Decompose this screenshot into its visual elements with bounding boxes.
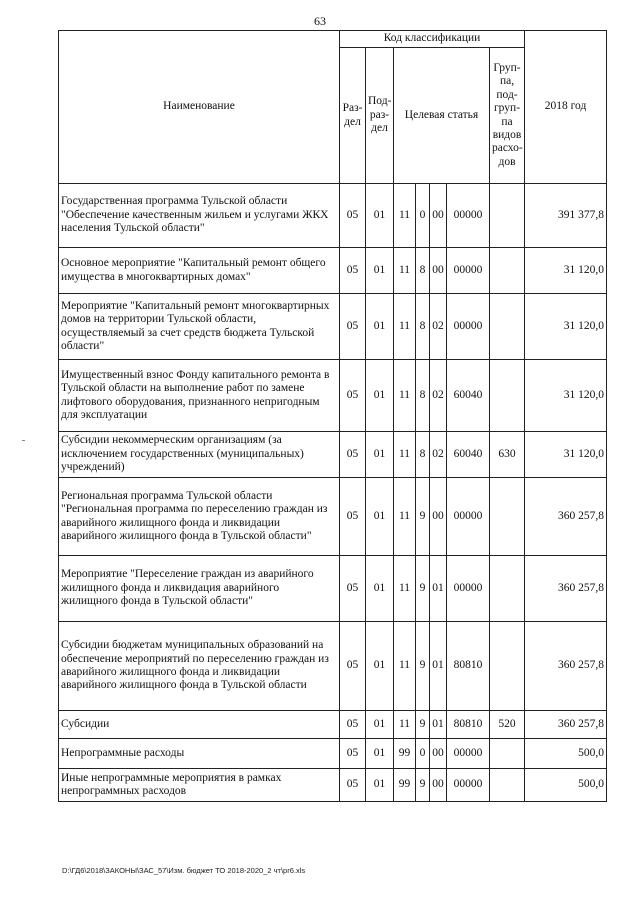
cell-target-program: 11 xyxy=(394,478,416,556)
cell-amount-2018: 360 257,8 xyxy=(525,711,607,739)
cell-target-direction: 00000 xyxy=(447,556,490,622)
cell-amount-2018: 360 257,8 xyxy=(525,478,607,556)
cell-amount-2018: 31 120,0 xyxy=(525,294,607,360)
row-name: Имущественный взнос Фонду капитального ремонта в Тульской области на выполнение работ по замене лифтового оборудования, признанного непригодным для эксплуатации xyxy=(59,360,340,432)
cell-expense-group xyxy=(490,184,525,248)
cell-target-program: 11 xyxy=(394,556,416,622)
cell-subsection: 01 xyxy=(366,556,394,622)
row-name: Субсидии некоммерческим организациям (за исключением государственных (муниципальных) учреждений) xyxy=(59,432,340,478)
header-name: Наименование xyxy=(59,31,340,184)
cell-target-program: 11 xyxy=(394,360,416,432)
cell-subsection: 01 xyxy=(366,711,394,739)
row-name: Непрограммные расходы xyxy=(59,739,340,769)
cell-target-direction: 60040 xyxy=(447,432,490,478)
cell-section: 05 xyxy=(340,622,366,711)
row-name: Иные непрограммные мероприятия в рамках непрограммных расходов xyxy=(59,769,340,802)
cell-subsection: 01 xyxy=(366,432,394,478)
row-name: Мероприятие "Капитальный ремонт многоквартирных домов на территории Тульской области, осуществляемый за счет средств бюджета Тульской области" xyxy=(59,294,340,360)
cell-target-direction: 00000 xyxy=(447,294,490,360)
cell-section: 05 xyxy=(340,769,366,802)
budget-table xyxy=(58,30,607,802)
cell-expense-group xyxy=(490,769,525,802)
table-row xyxy=(59,478,607,556)
table-row xyxy=(59,556,607,622)
row-name: Мероприятие "Переселение граждан из аварийного жилищного фонда и ликвидация аварийного жилищного фонда в Тульской области" xyxy=(59,556,340,622)
cell-target-program: 11 xyxy=(394,184,416,248)
cell-target-event: 00 xyxy=(430,769,447,802)
header-target-article: Целевая статья xyxy=(394,48,490,184)
row-name: Субсидии бюджетам муниципальных образований на обеспечение мероприятий по переселению граждан из аварийного жилищного фонда и ликвидации аварийного жилищного фонда в Тульской области xyxy=(59,622,340,711)
header-section: Раз-дел xyxy=(340,48,366,184)
cell-expense-group: 630 xyxy=(490,432,525,478)
cell-target-direction: 00000 xyxy=(447,478,490,556)
table-row xyxy=(59,432,607,478)
cell-target-program: 11 xyxy=(394,432,416,478)
header-group: Груп-па, под-груп-па видов расхо-дов xyxy=(490,48,525,184)
row-name: Государственная программа Тульской области "Обеспечение качественным жильем и услугами ЖКХ населения Тульской области" xyxy=(59,184,340,248)
cell-section: 05 xyxy=(340,739,366,769)
cell-amount-2018: 360 257,8 xyxy=(525,622,607,711)
cell-expense-group xyxy=(490,294,525,360)
cell-subsection: 01 xyxy=(366,478,394,556)
cell-expense-group xyxy=(490,360,525,432)
cell-amount-2018: 391 377,8 xyxy=(525,184,607,248)
cell-expense-group xyxy=(490,739,525,769)
cell-target-program: 11 xyxy=(394,294,416,360)
cell-target-subprogram: 8 xyxy=(416,432,430,478)
cell-target-event: 00 xyxy=(430,478,447,556)
cell-subsection: 01 xyxy=(366,622,394,711)
cell-target-subprogram: 8 xyxy=(416,294,430,360)
cell-target-direction: 00000 xyxy=(447,769,490,802)
cell-target-subprogram: 9 xyxy=(416,769,430,802)
cell-subsection: 01 xyxy=(366,769,394,802)
header-subsection: Под-раз-дел xyxy=(366,48,394,184)
header-row xyxy=(59,31,607,48)
cell-amount-2018: 360 257,8 xyxy=(525,556,607,622)
cell-target-program: 11 xyxy=(394,711,416,739)
file-path-footer: D:\ГД6\2018\ЗАКОНЫ\ЗАС_57\Изм. бюджет ТО 2018-2020_2 чт\pr6.xls xyxy=(62,866,306,875)
cell-subsection: 01 xyxy=(366,739,394,769)
cell-target-event: 01 xyxy=(430,556,447,622)
cell-subsection: 01 xyxy=(366,294,394,360)
cell-target-direction: 80810 xyxy=(447,711,490,739)
cell-target-program: 99 xyxy=(394,769,416,802)
cell-expense-group xyxy=(490,248,525,294)
table-row xyxy=(59,711,607,739)
header-year: 2018 год xyxy=(525,31,607,184)
cell-section: 05 xyxy=(340,184,366,248)
cell-subsection: 01 xyxy=(366,184,394,248)
cell-target-program: 99 xyxy=(394,739,416,769)
cell-target-program: 11 xyxy=(394,622,416,711)
cell-target-event: 00 xyxy=(430,248,447,294)
table-row xyxy=(59,248,607,294)
cell-subsection: 01 xyxy=(366,248,394,294)
cell-target-direction: 00000 xyxy=(447,184,490,248)
cell-section: 05 xyxy=(340,360,366,432)
table-row xyxy=(59,294,607,360)
cell-target-event: 02 xyxy=(430,294,447,360)
row-name: Субсидии xyxy=(59,711,340,739)
table-row xyxy=(59,622,607,711)
cell-amount-2018: 31 120,0 xyxy=(525,432,607,478)
cell-target-event: 00 xyxy=(430,184,447,248)
cell-section: 05 xyxy=(340,711,366,739)
cell-amount-2018: 31 120,0 xyxy=(525,248,607,294)
cell-target-event: 00 xyxy=(430,739,447,769)
cell-section: 05 xyxy=(340,432,366,478)
cell-section: 05 xyxy=(340,294,366,360)
cell-target-event: 02 xyxy=(430,360,447,432)
cell-target-event: 01 xyxy=(430,711,447,739)
cell-target-subprogram: 8 xyxy=(416,248,430,294)
cell-section: 05 xyxy=(340,248,366,294)
cell-target-subprogram: 8 xyxy=(416,360,430,432)
cell-expense-group xyxy=(490,622,525,711)
cell-target-subprogram: 9 xyxy=(416,622,430,711)
cell-target-direction: 00000 xyxy=(447,248,490,294)
cell-target-subprogram: 9 xyxy=(416,556,430,622)
page-number: 63 xyxy=(314,14,326,28)
cell-amount-2018: 500,0 xyxy=(525,739,607,769)
cell-expense-group xyxy=(490,478,525,556)
cell-section: 05 xyxy=(340,478,366,556)
cell-target-subprogram: 0 xyxy=(416,184,430,248)
table-row xyxy=(59,360,607,432)
cell-target-direction: 00000 xyxy=(447,739,490,769)
table-row xyxy=(59,739,607,769)
cell-target-event: 02 xyxy=(430,432,447,478)
row-name: Региональная программа Тульской области "Региональная программа по переселению граждан из аварийного жилищного фонда и ликвидации аварийного жилищного фонда в Тульской области" xyxy=(59,478,340,556)
table-row xyxy=(59,184,607,248)
cell-section: 05 xyxy=(340,556,366,622)
table-row xyxy=(59,769,607,802)
cell-amount-2018: 500,0 xyxy=(525,769,607,802)
cell-target-direction: 80810 xyxy=(447,622,490,711)
cell-subsection: 01 xyxy=(366,360,394,432)
cell-expense-group: 520 xyxy=(490,711,525,739)
cell-target-program: 11 xyxy=(394,248,416,294)
header-code: Код классификации xyxy=(340,31,525,48)
cell-expense-group xyxy=(490,556,525,622)
cell-target-event: 01 xyxy=(430,622,447,711)
row-name: Основное мероприятие "Капитальный ремонт общего имущества в многоквартирных домах" xyxy=(59,248,340,294)
cell-target-subprogram: 0 xyxy=(416,739,430,769)
cell-target-direction: 60040 xyxy=(447,360,490,432)
table-body xyxy=(59,184,607,802)
cell-target-subprogram: 9 xyxy=(416,478,430,556)
cell-target-subprogram: 9 xyxy=(416,711,430,739)
cell-amount-2018: 31 120,0 xyxy=(525,360,607,432)
scan-artifact xyxy=(22,440,25,441)
